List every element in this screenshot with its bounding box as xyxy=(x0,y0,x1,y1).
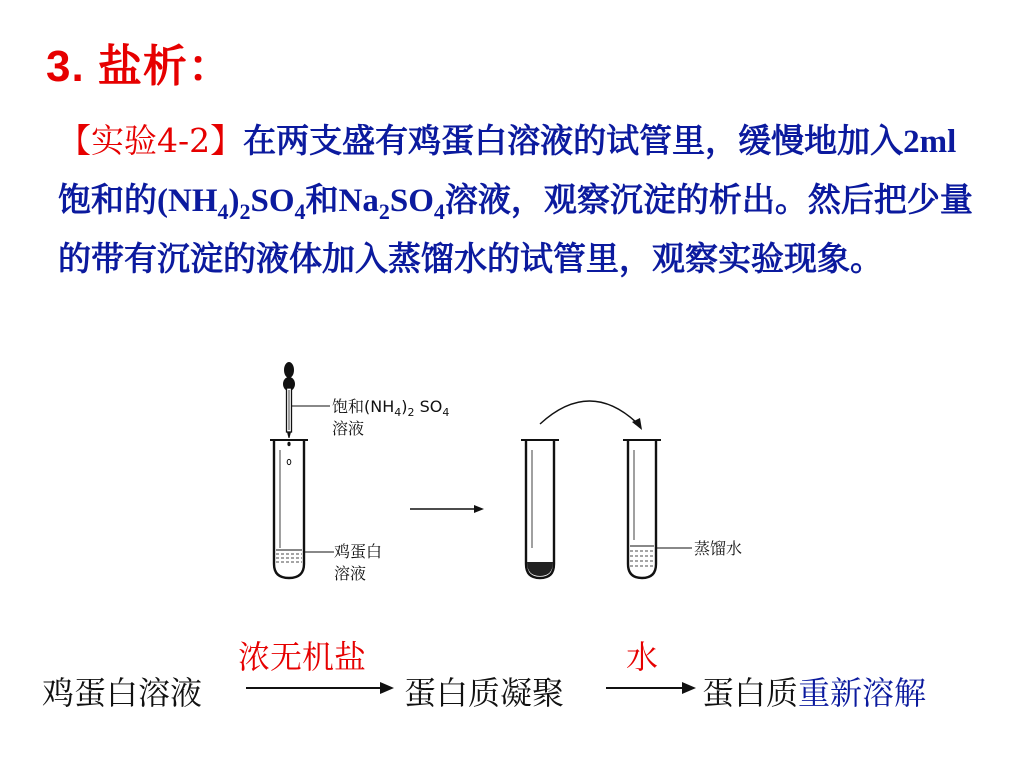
experiment-tag: 【实验4-2】 xyxy=(58,121,244,160)
equation-condition-salt: 浓无机盐 xyxy=(238,638,367,676)
reagent-ammonium-sulfate: $(NH_4)_2SO_4$ xyxy=(157,183,306,224)
experiment-text-3: 溶液，观察沉淀的析出。然后把少量的带有沉淀的液体加入蒸馏水的试管里，观察实验现象。 xyxy=(58,180,973,278)
dropper-icon xyxy=(283,362,295,465)
test-tube-3 xyxy=(623,440,661,578)
experiment-conjunction: 和 xyxy=(305,180,339,219)
section-title: 3. 盐析： xyxy=(46,42,233,91)
experiment-text-1: 在两支盛有鸡蛋白溶液的试管里，缓慢地加入 xyxy=(243,121,904,160)
equation-start: 鸡蛋白溶液 xyxy=(42,674,203,712)
dropper-label-line2: 溶液 xyxy=(332,419,365,438)
process-arrow-icon xyxy=(410,505,484,513)
equation-condition-water: 水 xyxy=(626,638,659,676)
equation-arrow-1-icon xyxy=(244,680,396,696)
equation-end-prefix: 蛋白质 xyxy=(702,674,799,712)
transfer-arrow-icon xyxy=(540,401,642,430)
experiment-paragraph xyxy=(58,112,988,288)
egg-white-label-line2: 溶液 xyxy=(334,564,367,583)
egg-white-label: 鸡蛋白 xyxy=(334,542,383,561)
equation-middle: 蛋白质凝聚 xyxy=(404,674,565,712)
experiment-amount: 2ml xyxy=(903,124,957,160)
equation-end xyxy=(702,668,926,714)
distilled-water-label: 蒸馏水 xyxy=(694,539,743,558)
test-tube-2 xyxy=(521,440,559,578)
dropper-label: 饱和$(NH_4)_2$ $SO_4$ xyxy=(332,397,450,419)
apparatus-diagram xyxy=(260,358,780,588)
experiment-text-2: 饱和的 xyxy=(58,180,157,219)
equation-end-highlight: 重新溶解 xyxy=(798,674,927,712)
reagent-sodium-sulfate: $Na_2SO_4$ xyxy=(338,183,445,224)
equation-arrow-2-icon xyxy=(604,680,698,696)
